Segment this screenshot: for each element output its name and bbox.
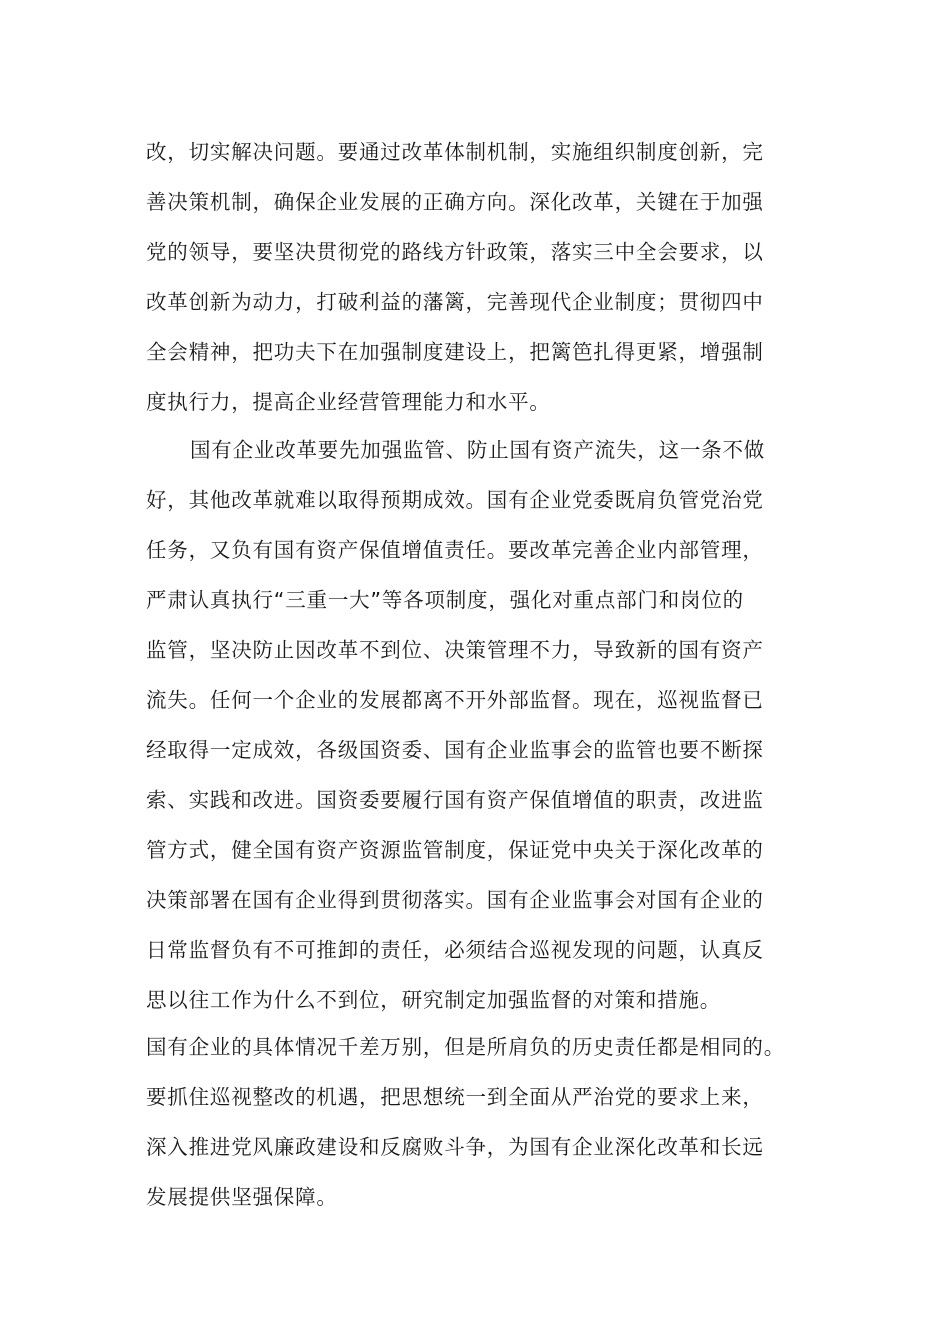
text-line: 改，切实解决问题。要通过改革体制机制，实施组织制度创新，完 [146,140,764,164]
text-line: 管方式，健全国有资产资源监管制度，保证党中央关于深化改革的 [146,838,764,862]
text-line: 经取得一定成效，各级国资委、国有企业监事会的监管也要不断探 [146,738,764,762]
text-line: 任务，又负有国有资产保值增值责任。要改革完善企业内部管理， [146,538,764,562]
text-line: 严肃认真执行“三重一大”等各项制度，强化对重点部门和岗位的 [146,588,744,612]
text-line: 度执行力，提高企业经营管理能力和水平。 [146,390,551,414]
text-line: 思以往工作为什么不到位，研究制定加强监督的对策和措施。 [146,988,722,1012]
text-line: 深入推进党风廉政建设和反腐败斗争，为国有企业深化改革和长远 [146,1135,764,1159]
paragraph-first-line: 国有企业改革要先加强监管、防止国有资产流失，这一条不做 [190,438,766,462]
text-line: 全会精神，把功夫下在加强制度建设上，把篱笆扎得更紧，增强制 [146,340,764,364]
text-line: 好，其他改革就难以取得预期成效。国有企业党委既肩负管党治党 [146,488,764,512]
text-line: 善决策机制，确保企业发展的正确方向。深化改革，关键在于加强 [146,190,764,214]
text-line: 监管，坚决防止因改革不到位、决策管理不力，导致新的国有资产 [146,638,764,662]
text-line: 索、实践和改进。国资委要履行国有资产保值增值的职责，改进监 [146,788,764,812]
text-line: 要抓住巡视整改的机遇，把思想统一到全面从严治党的要求上来， [146,1085,764,1109]
text-line: 发展提供坚强保障。 [146,1185,338,1209]
text-line: 国有企业的具体情况千差万别，但是所肩负的历史责任都是相同的。 [146,1035,785,1059]
text-line: 流失。任何一个企业的发展都离不开外部监督。现在，巡视监督已 [146,688,764,712]
text-line: 改革创新为动力，打破利益的藩篱，完善现代企业制度；贯彻四中 [146,290,764,314]
text-line: 决策部署在国有企业得到贯彻落实。国有企业监事会对国有企业的 [146,888,764,912]
text-line: 日常监督负有不可推卸的责任，必须结合巡视发现的问题，认真反 [146,938,764,962]
text-line: 党的领导，要坚决贯彻党的路线方针政策，落实三中全会要求，以 [146,240,764,264]
